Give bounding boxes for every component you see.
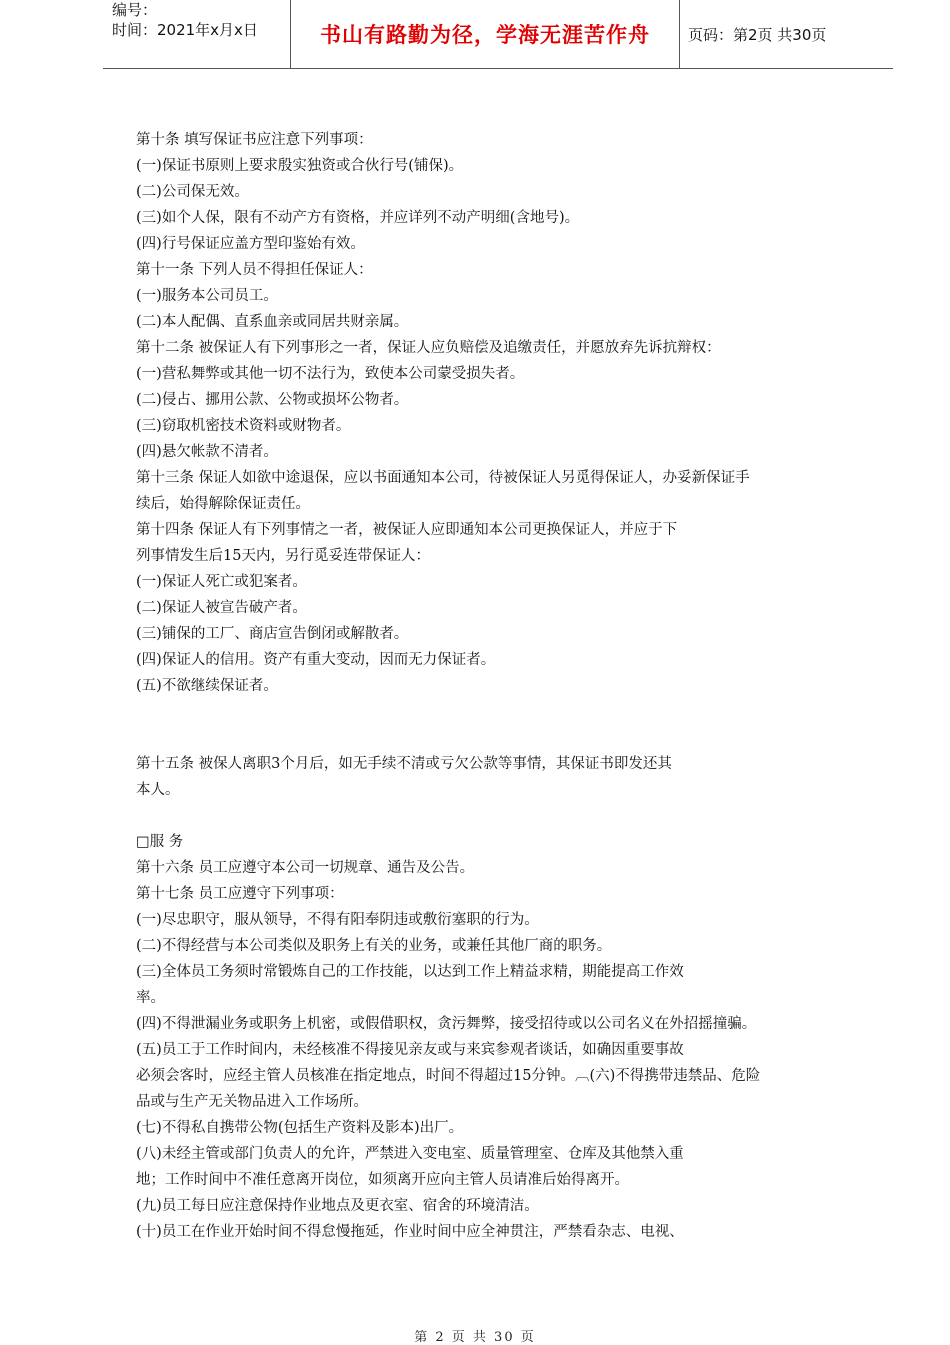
text-line: (七)不得私自携带公物(包括生产资料及影本)出厂。 (136, 1120, 464, 1136)
spacer (136, 699, 866, 751)
text-line: (四)行号保证应盖方型印鉴始有效。 (136, 236, 365, 252)
text-line: 品或与生产无关物品进入工作场所。 (136, 1094, 368, 1110)
text-line: (二)本人配偶、直系血亲或同居共财亲属。 (136, 314, 409, 330)
text-line: (四)不得泄漏业务或职务上机密，或假借职权，贪污舞弊，接受招待或以公司名义在外招摇撞骗。 (136, 1016, 757, 1032)
text-line: 第十二条 被保证人有下列事形之一者，保证人应负赔偿及追缴责任，并愿放弃先诉抗辩权： (136, 340, 721, 356)
text-line: (八)未经主管或部门负责人的允许，严禁进入变电室、质量管理室、仓库及其他禁入重 (136, 1146, 684, 1162)
text-line: (一)服务本公司员工。 (136, 288, 278, 304)
section-guarantee-rules (136, 127, 866, 699)
text-line: (五)员工于工作时间内，未经核准不得接见亲友或与来宾参观者谈话，如确因重要事故 (136, 1042, 684, 1058)
text-line: (一)保证书原则上要求殷实独资或合伙行号(铺保)。 (136, 158, 464, 174)
text-line: 地；工作时间中不准任意离开岗位，如须离开应向主管人员请准后始得离开。 (136, 1172, 629, 1188)
text-line: (十)员工在作业开始时间不得怠慢拖延，作业时间中应全神贯注，严禁看杂志、电视、 (136, 1224, 684, 1240)
header-meta (103, 0, 291, 68)
text-line: (四)悬欠帐款不清者。 (136, 444, 278, 460)
text-line: □服 务 (136, 834, 184, 850)
text-line: 必须会客时，应经主管人员核准在指定地点，时间不得超过15分钟。︹(六)不得携带违禁品、危险 (136, 1068, 761, 1084)
header-motto: 书山有路勤为径，学海无涯苦作舟 (291, 0, 680, 68)
text-line: (五)不欲继续保证者。 (136, 678, 278, 694)
text-line: (九)员工每日应注意保持作业地点及更衣室、宿舍的环境清洁。 (136, 1198, 539, 1214)
text-line: (一)保证人死亡或犯案者。 (136, 574, 307, 590)
text-line: 列事情发生后15天内，另行觅妥连带保证人： (136, 548, 430, 564)
text-line: (二)公司保无效。 (136, 184, 249, 200)
section-article-15 (136, 751, 866, 803)
text-line: (一)营私舞弊或其他一切不法行为，致使本公司蒙受损失者。 (136, 366, 525, 382)
text-line: 第十五条 被保人离职3个月后，如无手续不清或亏欠公款等事情，其保证书即发还其 (136, 756, 672, 772)
document-body (136, 127, 866, 1245)
header-page-info: 页码：第2页 共30页 (688, 25, 827, 44)
text-line: (二)保证人被宣告破产者。 (136, 600, 307, 616)
document-number-label: 编号： (112, 1, 158, 19)
text-line: (三)如个人保，限有不动产方有资格，并应详列不动产明细(含地号)。 (136, 210, 580, 226)
text-line: (三)全体员工务须时常锻炼自己的工作技能，以达到工作上精益求精，期能提高工作效 (136, 964, 684, 980)
text-line: (二)不得经营与本公司类似及职务上有关的业务，或兼任其他厂商的职务。 (136, 938, 612, 954)
text-line: (三)窃取机密技术资料或财物者。 (136, 418, 351, 434)
text-line: 续后，始得解除保证责任。 (136, 496, 310, 512)
text-line: 率。 (136, 990, 165, 1006)
text-line: (一)尽忠职守，服从领导，不得有阳奉阴违或敷衍塞职的行为。 (136, 912, 539, 928)
text-line: (四)保证人的信用。资产有重大变动，因而无力保证者。 (136, 652, 496, 668)
page-header (103, 0, 893, 69)
document-date: 时间：2021年x月x日 (112, 21, 258, 39)
text-line: 第十七条 员工应遵守下列事项： (136, 886, 344, 902)
text-line: 第十条 填写保证书应注意下列事项： (136, 132, 373, 148)
text-line: 本人。 (136, 782, 180, 798)
section-service (136, 829, 866, 1245)
text-line: 第十四条 保证人有下列事情之一者，被保证人应即通知本公司更换保证人，并应于下 (136, 522, 678, 538)
text-line: 第十六条 员工应遵守本公司一切规章、通告及公告。 (136, 860, 475, 876)
page-footer: 第 2 页 共 30 页 (414, 1330, 536, 1345)
spacer (136, 803, 866, 829)
text-line: 第十三条 保证人如欲中途退保，应以书面通知本公司，待被保证人另觅得保证人，办妥新保证手 (136, 470, 750, 486)
text-line: (三)铺保的工厂、商店宣告倒闭或解散者。 (136, 626, 409, 642)
text-line: (二)侵占、挪用公款、公物或损坏公物者。 (136, 392, 409, 408)
text-line: 第十一条 下列人员不得担任保证人： (136, 262, 373, 278)
